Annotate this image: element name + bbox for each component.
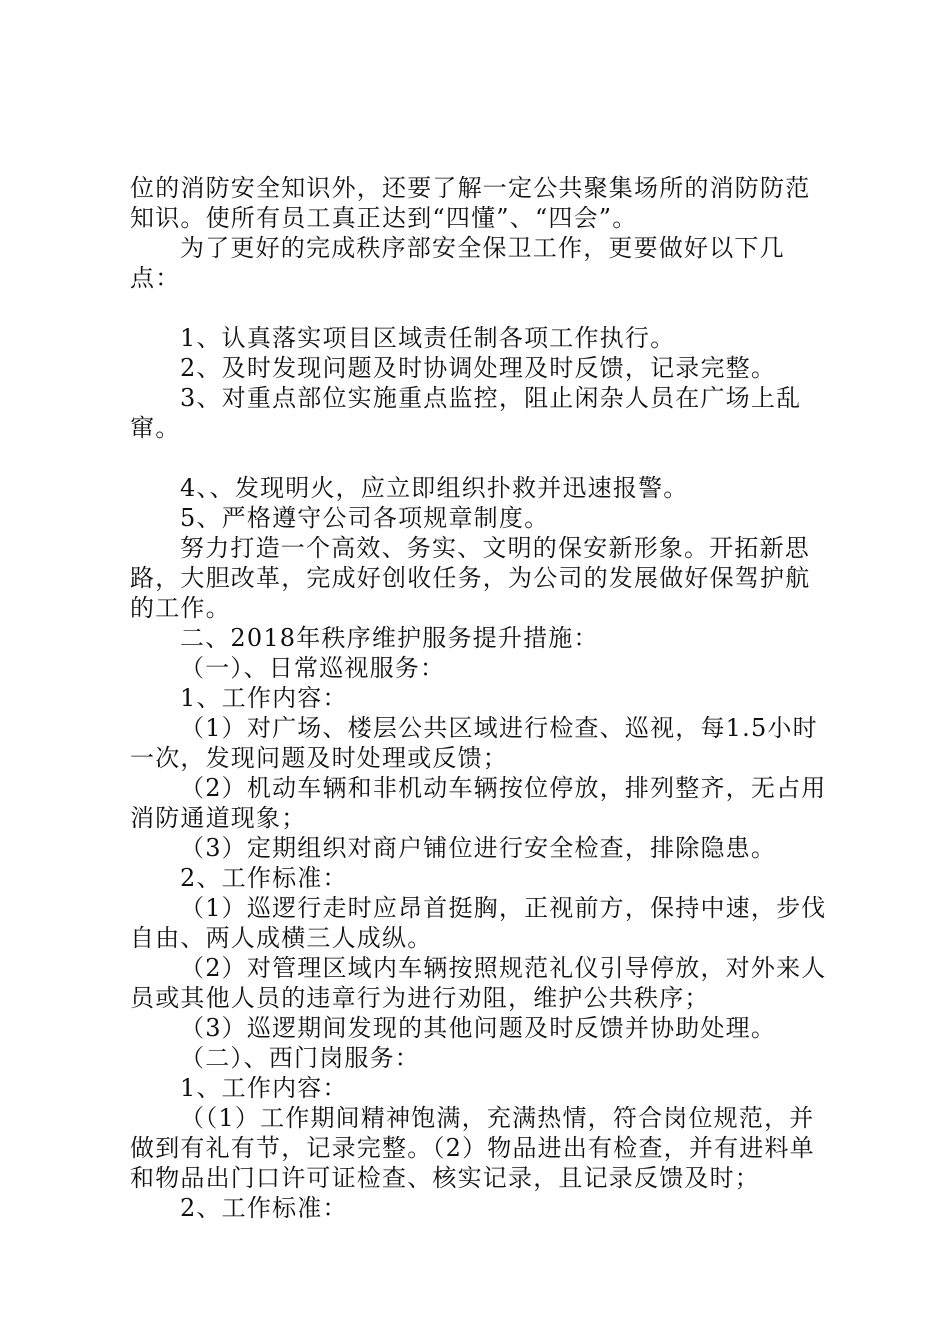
blank-line (130, 293, 830, 323)
blank-line (130, 443, 830, 473)
list-item: （3）巡逻期间发现的其他问题及时反馈并协助处理。 (180, 1014, 777, 1042)
list-item: 5、严格遵守公司各项规章制度。 (180, 504, 550, 532)
list-item: （2）机动车辆和非机动车辆按位停放，排列整齐，无占用消防通道现象； (130, 774, 827, 832)
list-item: （1）巡逻行走时应昂首挺胸，正视前方，保持中速，步伐自由、两人成横三人成纵。 (130, 894, 827, 952)
paragraph: 位的消防安全知识外，还要了解一定公共聚集场所的消防防范知识。使所有员工真正达到“四懂”、“四会”。 (130, 174, 811, 232)
list-item: 2、及时发现问题及时协调处理及时反馈，记录完整。 (180, 354, 777, 382)
list-item: 4、、发现明火，应立即组织扑救并迅速报警。 (180, 474, 689, 502)
list-item: （2）对管理区域内车辆按照规范礼仪引导停放，对外来人员或其他人员的违章行为进行劝阻，维护公共秩序； (130, 954, 827, 1012)
paragraph: 努力打造一个高效、务实、文明的保安新形象。开拓新思路，大胆改革，完成好创收任务，为公司的发展做好保驾护航的工作。 (130, 534, 811, 622)
item-heading: 1、工作内容： (180, 1074, 348, 1102)
item-heading: 2、工作标准： (180, 1194, 348, 1222)
list-item: 3、对重点部位实施重点监控，阻止闲杂人员在广场上乱窜。 (130, 384, 802, 442)
document-body (130, 173, 830, 1223)
list-item: （（1）工作期间精神饱满，充满热情，符合岗位规范，并做到有礼有节，记录完整。（2）物品进出有检查，并有进料单和物品出门口许可证检查、核实记录，且记录反馈及时； (130, 1104, 815, 1192)
item-heading: 2、工作标准： (180, 864, 348, 892)
section-heading: 二、2018年秩序维护服务提升措施： (180, 624, 599, 652)
item-heading: 1、工作内容： (180, 684, 348, 712)
subsection-heading: （二）、西门岗服务： (180, 1044, 420, 1072)
list-item: 1、认真落实项目区域责任制各项工作执行。 (180, 324, 676, 352)
list-item: （1）对广场、楼层公共区域进行检查、巡视，每1.5小时一次，发现问题及时处理或反馈； (130, 714, 818, 772)
paragraph: 为了更好的完成秩序部安全保卫工作，更要做好以下几点： (130, 234, 785, 292)
list-item: （3）定期组织对商户铺位进行安全检查，排除隐患。 (180, 834, 777, 862)
subsection-heading: （一）、日常巡视服务： (180, 654, 446, 682)
